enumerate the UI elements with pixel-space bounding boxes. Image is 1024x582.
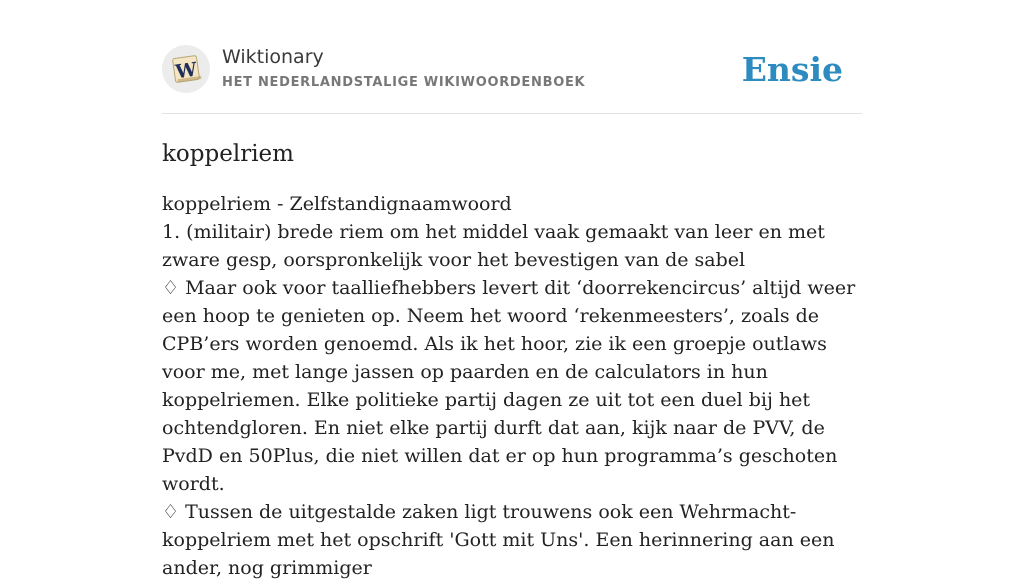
page — [162, 0, 862, 582]
ensie-brand-link[interactable]: Ensie — [741, 50, 843, 89]
page-title: koppelriem — [162, 141, 294, 167]
wiktionary-logo-icon[interactable] — [162, 45, 210, 93]
example-1: ♢ Maar ook voor taalliefhebbers levert dit ‘doorrekencircus’ altijd weer een hoop te genieten op. Neem het woord ‘rekenmeesters’, zoals de CPB’ers worden genoemd. Als ik het hoor, zie ik een groepje outlaws voor me, met lange jassen op paarden en de calculators in hun koppelriemen. Elke politieke partij dagen ze uit tot een duel bij het ochtendgloren. En niet elke partij durft dat aan, kijk naar de PVV, de PvdD en 50Plus, die niet willen dat er op hun programma’s geschoten wordt. — [162, 277, 856, 495]
logo-tile-icon — [168, 51, 204, 87]
site-tagline: HET NEDERLANDSTALIGE WIKIWOORDENBOEK — [222, 75, 586, 90]
article-content — [162, 190, 862, 582]
logo-letter: W — [174, 58, 199, 84]
site-name[interactable]: Wiktionary — [222, 46, 324, 68]
example-2: ♢ Tussen de uitgestalde zaken ligt trouwens ook een Wehrmacht-koppelriem met het opschrift 'Gott mit Uns'. Een herinnering aan een ander, nog grimmiger — [162, 501, 835, 579]
word-type-line: koppelriem - Zelfstandignaamwoord — [162, 193, 512, 215]
site-header — [162, 0, 862, 114]
definition-1: 1. (militair) brede riem om het middel vaak gemaakt van leer en met zware gesp, oorspronkelijk voor het bevestigen van de sabel — [162, 221, 825, 271]
